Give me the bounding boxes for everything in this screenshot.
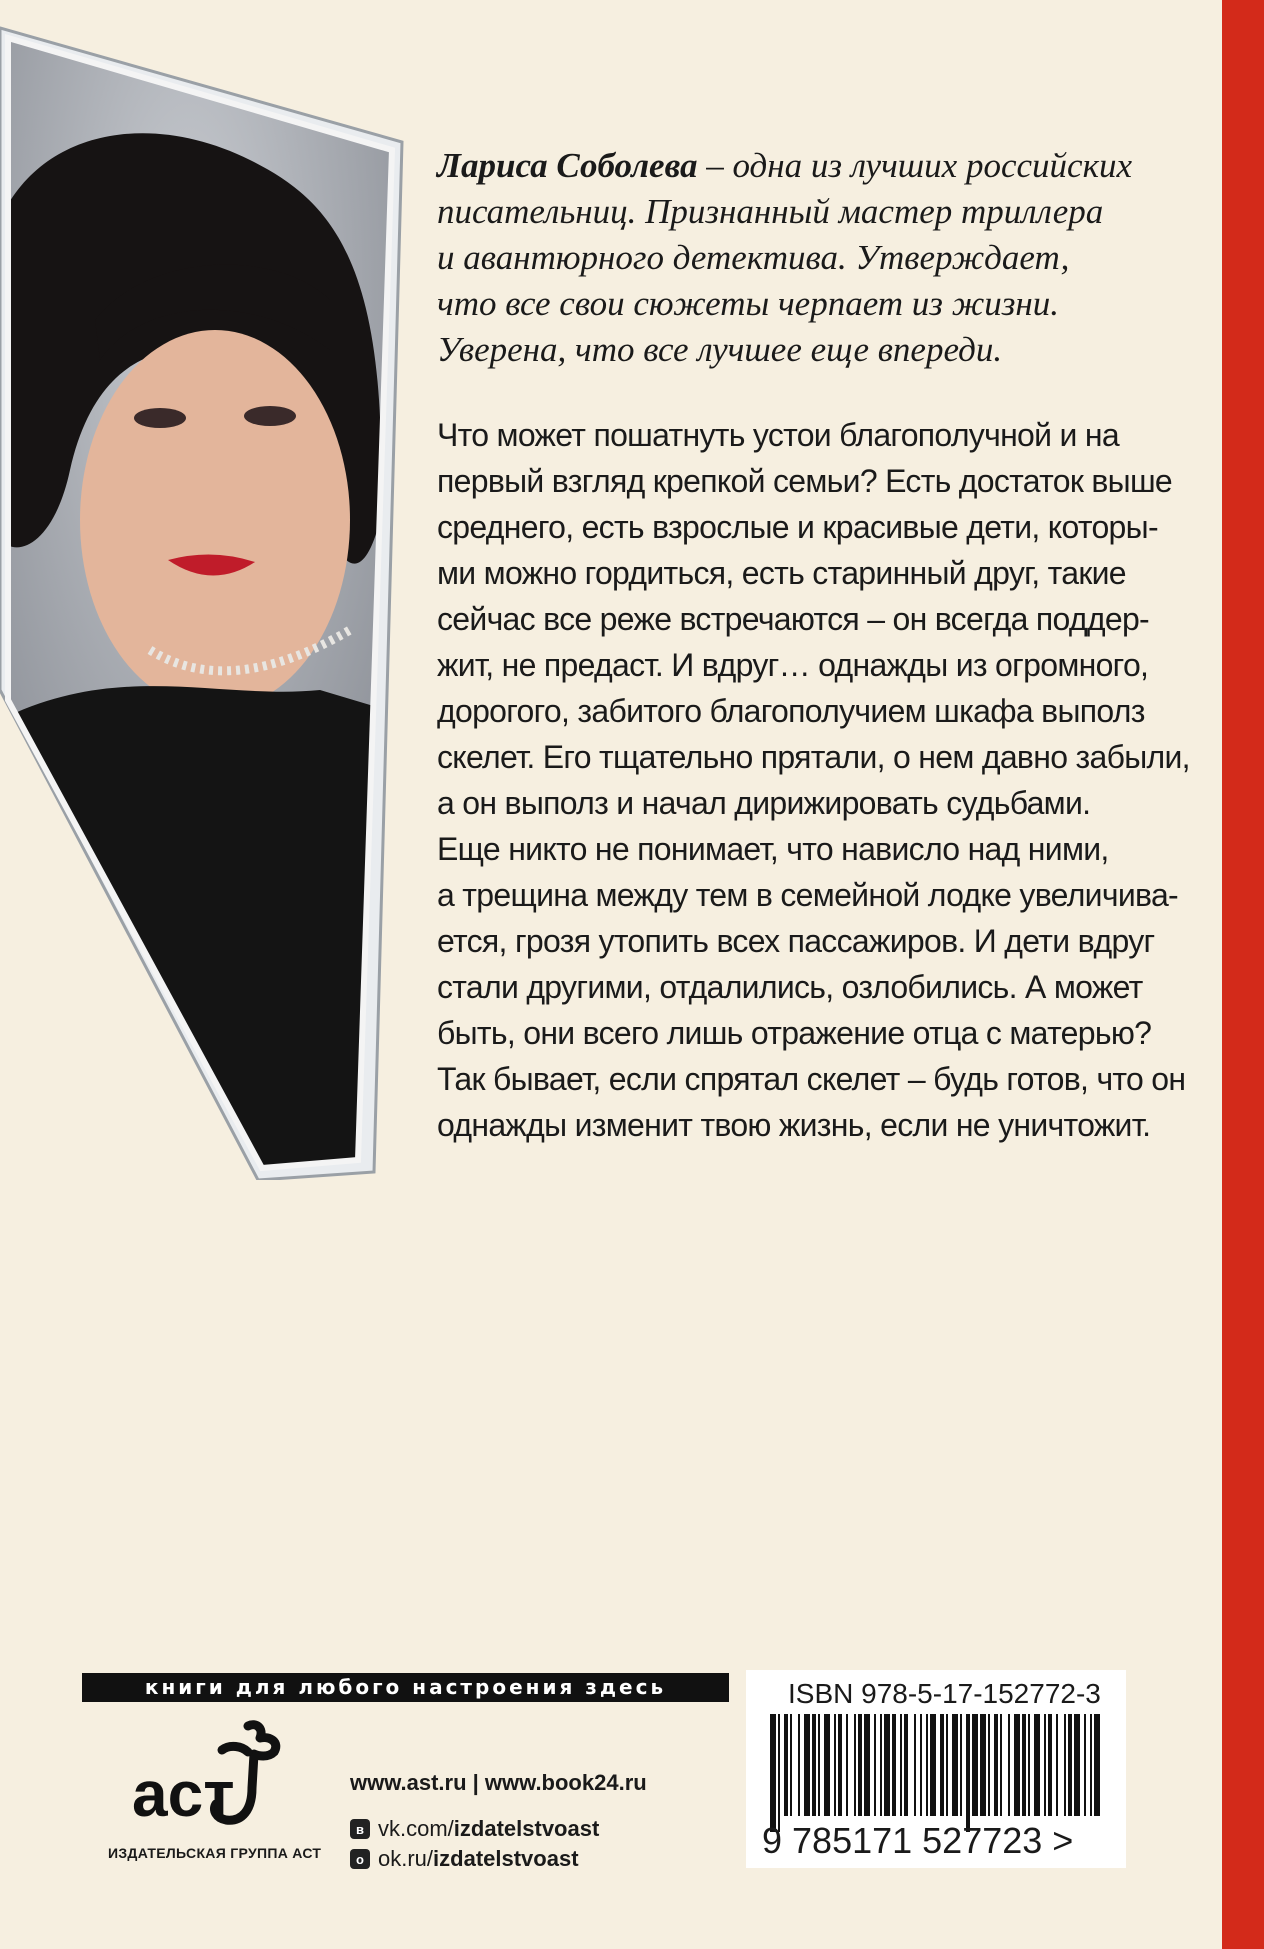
- social-prefix: ok.ru/: [378, 1846, 434, 1871]
- barcode-bar: [784, 1714, 788, 1816]
- imprint-label: ИЗДАТЕЛЬСКАЯ ГРУППА АСТ: [108, 1845, 322, 1861]
- barcode-bar: [804, 1714, 810, 1816]
- barcode-bar: [846, 1714, 848, 1816]
- barcode-bar: [1084, 1714, 1086, 1816]
- author-bio-line-4: что все свои сюжеты черпает из жизни.: [437, 284, 1060, 323]
- barcode-bar: [798, 1714, 800, 1816]
- barcode-bar: [940, 1714, 944, 1816]
- synopsis-line: однажды изменит твою жизнь, если не уничтожит.: [437, 1107, 1151, 1143]
- barcode-bar: [1034, 1714, 1040, 1816]
- barcode-bar: [880, 1714, 882, 1816]
- synopsis-line: а трещина между тем в семейной лодке увеличива-: [437, 877, 1178, 913]
- synopsis-line: ми можно гордиться, есть старинный друг, такие: [437, 555, 1126, 591]
- synopsis-line: Что может пошатнуть устои благополучной и на: [437, 417, 1119, 453]
- social-ok-link[interactable]: [350, 1846, 579, 1872]
- barcode-bar: [1090, 1714, 1092, 1816]
- isbn-label: ISBN 978-5-17-152772-3: [788, 1678, 1101, 1709]
- barcode-bar: [960, 1714, 962, 1816]
- barcode-bar: [1074, 1714, 1080, 1816]
- synopsis-line: быть, они всего лишь отражение отца с матерью?: [437, 1015, 1152, 1051]
- synopsis-line: дорогого, забитого благополучием шкафа выполз: [437, 693, 1145, 729]
- barcode-bar: [770, 1714, 776, 1832]
- barcode-bar: [952, 1714, 958, 1816]
- social-handle: izdatelstvoast: [453, 1816, 600, 1841]
- barcode-bar: [994, 1714, 998, 1816]
- ast-logo-text: аст: [132, 1758, 235, 1830]
- barcode-bar: [1008, 1714, 1010, 1816]
- author-bio-line-1: Лариса Соболева – одна из лучших российских: [437, 146, 1132, 185]
- author-bio-line-2: писательниц. Признанный мастер триллера: [437, 192, 1104, 231]
- barcode-digits: 9 785171 527723 >: [762, 1820, 1074, 1861]
- synopsis-line: Еще никто не понимает, что нависло над ними,: [437, 831, 1109, 867]
- barcode-bar: [1014, 1714, 1020, 1816]
- barcode-bar: [812, 1714, 816, 1816]
- barcode-bar: [1028, 1714, 1030, 1816]
- websites-link[interactable]: www.ast.ru | www.book24.ru: [350, 1770, 647, 1795]
- author-name: Лариса Соболева: [437, 146, 698, 185]
- barcode-bar: [874, 1714, 876, 1816]
- synopsis-line: ется, грозя утопить всех пассажиров. И дети вдруг: [437, 923, 1155, 959]
- synopsis-line: скелет. Его тщательно прятали, о нем давно забыли,: [437, 739, 1190, 775]
- barcode-bar: [914, 1714, 916, 1816]
- barcode-bar: [926, 1714, 928, 1816]
- barcode-bar: [904, 1714, 908, 1816]
- barcode-bar: [824, 1714, 830, 1816]
- synopsis-line: сейчас все реже встречаются – он всегда поддер-: [437, 601, 1149, 637]
- synopsis: [437, 412, 1197, 1148]
- barcode-bar: [884, 1714, 890, 1816]
- barcode-bar: [790, 1714, 792, 1816]
- social-handle: izdatelstvoast: [433, 1846, 579, 1871]
- barcode-bar: [930, 1714, 936, 1816]
- barcode-bar: [854, 1714, 856, 1816]
- barcode-bar: [892, 1714, 896, 1816]
- author-portrait: [0, 0, 420, 1180]
- social-prefix: vk.com/: [378, 1816, 454, 1841]
- synopsis-line: первый взгляд крепкой семьи? Есть достаток выше: [437, 463, 1173, 499]
- barcode-bar: [1056, 1714, 1058, 1816]
- barcode-bar: [1000, 1714, 1002, 1816]
- synopsis-line: а он выполз и начал дирижировать судьбами.: [437, 785, 1091, 821]
- barcode-bar: [778, 1714, 780, 1832]
- barcode-bar: [858, 1714, 862, 1816]
- barcode-bar: [818, 1714, 820, 1816]
- barcode-bar: [1068, 1714, 1072, 1816]
- red-spine: [1222, 0, 1264, 1949]
- barcode-bar: [920, 1714, 922, 1816]
- synopsis-line: жит, не предаст. И вдруг… однажды из огромного,: [437, 647, 1149, 683]
- synopsis-line: Так бывает, если спрятал скелет – будь готов, что он: [437, 1061, 1186, 1097]
- ast-logo-icon: [130, 1718, 290, 1833]
- author-bio-line-5: Уверена, что все лучшее еще впереди.: [437, 330, 1003, 369]
- barcode-bar: [1044, 1714, 1046, 1816]
- barcode-bar: [834, 1714, 836, 1816]
- barcode-bar: [838, 1714, 842, 1816]
- barcode-bar: [1094, 1714, 1100, 1816]
- barcode-bar: [972, 1714, 978, 1816]
- barcode-bar: [1064, 1714, 1066, 1816]
- author-bio: [437, 143, 1177, 373]
- barcode-bar: [1048, 1714, 1052, 1816]
- barcode-bar: [966, 1714, 970, 1832]
- ok-icon: o: [350, 1849, 370, 1869]
- synopsis-line: стали другими, отдалились, озлобились. А может: [437, 969, 1143, 1005]
- barcode-bar: [864, 1714, 870, 1816]
- vk-icon: в: [350, 1819, 370, 1839]
- barcode-bar: [988, 1714, 990, 1816]
- author-bio-line-3: и авантюрного детектива. Утверждает,: [437, 238, 1070, 277]
- tagline-bar: книги для любого настроения здесь: [82, 1673, 729, 1702]
- social-vk-link[interactable]: [350, 1816, 599, 1842]
- barcode-bar: [980, 1714, 986, 1816]
- barcode-bar: [900, 1714, 902, 1816]
- synopsis-line: среднего, есть взрослые и красивые дети, которы-: [437, 509, 1158, 545]
- barcode-bar: [946, 1714, 948, 1816]
- barcode-bar: [1022, 1714, 1026, 1816]
